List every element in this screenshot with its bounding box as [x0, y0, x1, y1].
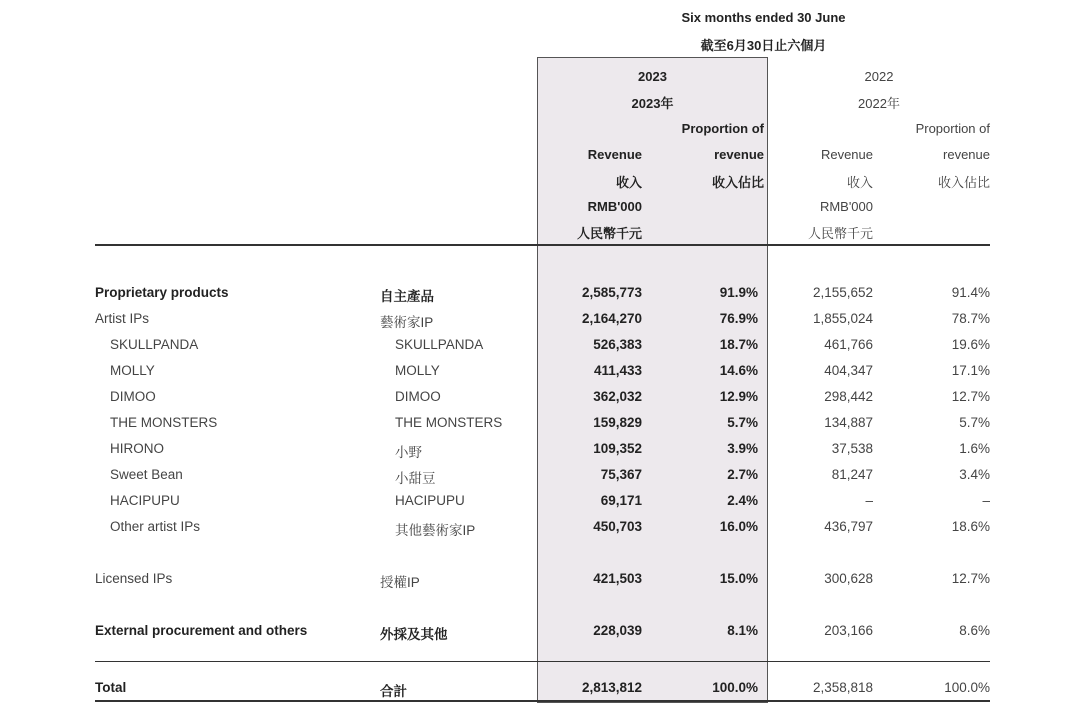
proportion-2023: 15.0%: [719, 571, 758, 586]
year-2022-zh: 2022年: [858, 96, 900, 111]
proportion-2022: 19.6%: [951, 337, 990, 352]
revenue-2023: 109,352: [593, 441, 642, 456]
proportion-2022: 12.7%: [951, 389, 990, 404]
proportion-2023: 91.9%: [719, 285, 758, 300]
revenue-2023-en: Revenue: [587, 147, 642, 162]
row-label-zh: 小甜豆: [395, 471, 436, 486]
row-label-en: Licensed IPs: [95, 571, 173, 586]
unit-2022-zh: 人民幣千元: [807, 226, 873, 241]
revenue-2022: 37,538: [831, 441, 873, 456]
proportion-2022-en-1: Proportion of: [915, 121, 990, 136]
row-label-en: Artist IPs: [95, 311, 150, 326]
proportion-2022: 3.4%: [959, 467, 990, 482]
revenue-2022: 461,766: [824, 337, 873, 352]
revenue-2023: 362,032: [593, 389, 642, 404]
revenue-2023: 526,383: [593, 337, 642, 352]
proportion-2022: 17.1%: [951, 363, 990, 378]
row-label-zh: 授權IP: [380, 575, 420, 590]
row-label-zh: 小野: [395, 445, 422, 460]
row-label-zh: 自主產品: [380, 289, 434, 304]
total-bottom-rule: [95, 700, 990, 702]
row-label-en: SKULLPANDA: [110, 337, 199, 352]
proportion-2023: 5.7%: [727, 415, 758, 430]
year-2023-zh: 2023年: [631, 96, 674, 111]
revenue-2022: 1,855,024: [812, 311, 873, 326]
row-label-en: Other artist IPs: [110, 519, 201, 534]
proportion-2023: 2.4%: [727, 493, 758, 508]
proportion-2023-en-1: Proportion of: [681, 121, 764, 136]
unit-2022-en: RMB'000: [819, 199, 873, 214]
proportion-2023: 76.9%: [719, 311, 758, 326]
year-2023-en: 2023: [638, 69, 667, 84]
unit-2023-zh: 人民幣千元: [576, 226, 642, 241]
revenue-2022: 298,442: [824, 389, 873, 404]
proportion-2022: –: [982, 493, 990, 508]
proportion-2023: 14.6%: [719, 363, 758, 378]
row-label-zh: THE MONSTERS: [395, 415, 503, 430]
revenue-2022: 203,166: [824, 623, 873, 638]
row-label-en: HACIPUPU: [110, 493, 180, 508]
revenue-2023: 159,829: [593, 415, 642, 430]
revenue-2022-en: Revenue: [820, 147, 873, 162]
revenue-2022-zh: 收入: [846, 175, 873, 190]
proportion-2023: 8.1%: [727, 623, 758, 638]
revenue-2023: 411,433: [593, 363, 642, 378]
header-rule: [95, 244, 990, 246]
row-label-en: MOLLY: [110, 363, 155, 378]
proportion-2022-zh: 收入佔比: [937, 175, 990, 190]
row-label-zh: 藝術家IP: [380, 315, 434, 330]
revenue-2023: 75,367: [600, 467, 642, 482]
proportion-2023: 100.0%: [712, 680, 758, 695]
revenue-2022: 300,628: [824, 571, 873, 586]
revenue-2023: 450,703: [593, 519, 642, 534]
row-label-zh: 外採及其他: [380, 627, 448, 642]
unit-2023-en: RMB'000: [587, 199, 642, 214]
proportion-2023-zh: 收入佔比: [711, 175, 764, 190]
proportion-2023: 2.7%: [727, 467, 758, 482]
revenue-2022: 436,797: [824, 519, 873, 534]
row-label-en: DIMOO: [110, 389, 156, 404]
proportion-2022-en-2: revenue: [943, 147, 990, 162]
row-label-en: External procurement and others: [95, 623, 308, 638]
proportion-2023: 12.9%: [719, 389, 758, 404]
revenue-2023-zh: 收入: [615, 175, 642, 190]
proportion-2022: 78.7%: [951, 311, 990, 326]
proportion-2022: 12.7%: [951, 571, 990, 586]
period-en: Six months ended 30 June: [681, 10, 846, 25]
proportion-2023: 16.0%: [719, 519, 758, 534]
row-label-zh: MOLLY: [395, 363, 440, 378]
proportion-2022: 1.6%: [959, 441, 990, 456]
revenue-2023: 421,503: [593, 571, 642, 586]
revenue-2022: 404,347: [824, 363, 873, 378]
proportion-2022: 91.4%: [951, 285, 990, 300]
revenue-2023: 2,585,773: [581, 285, 642, 300]
proportion-2023-en-2: revenue: [714, 147, 764, 162]
row-label-en: Sweet Bean: [110, 467, 183, 482]
revenue-2023: 2,813,812: [581, 680, 642, 695]
revenue-2022: 81,247: [831, 467, 873, 482]
revenue-2023: 2,164,270: [581, 311, 642, 326]
row-label-zh: DIMOO: [395, 389, 441, 404]
revenue-2023: 69,171: [600, 493, 642, 508]
proportion-2022: 5.7%: [959, 415, 990, 430]
row-label-en: Proprietary products: [95, 285, 229, 300]
row-label-en: HIRONO: [110, 441, 164, 456]
proportion-2022: 100.0%: [944, 680, 990, 695]
revenue-2023: 228,039: [593, 623, 642, 638]
total-top-rule: [95, 661, 990, 662]
proportion-2023: 18.7%: [719, 337, 758, 352]
revenue-2022: 134,887: [824, 415, 873, 430]
row-label-en: THE MONSTERS: [110, 415, 218, 430]
row-label-en: Total: [95, 680, 127, 695]
proportion-2023: 3.9%: [727, 441, 758, 456]
proportion-2022: 18.6%: [951, 519, 990, 534]
revenue-2022: –: [865, 493, 873, 508]
row-label-zh: HACIPUPU: [395, 493, 465, 508]
revenue-2022: 2,155,652: [812, 285, 873, 300]
proportion-2022: 8.6%: [959, 623, 990, 638]
row-label-zh: 合計: [380, 684, 407, 699]
year-2022-en: 2022: [864, 69, 894, 84]
period-zh: 截至6月30日止六個月: [700, 38, 827, 53]
revenue-2022: 2,358,818: [812, 680, 873, 695]
row-label-zh: 其他藝術家IP: [395, 523, 476, 538]
row-label-zh: SKULLPANDA: [395, 337, 484, 352]
